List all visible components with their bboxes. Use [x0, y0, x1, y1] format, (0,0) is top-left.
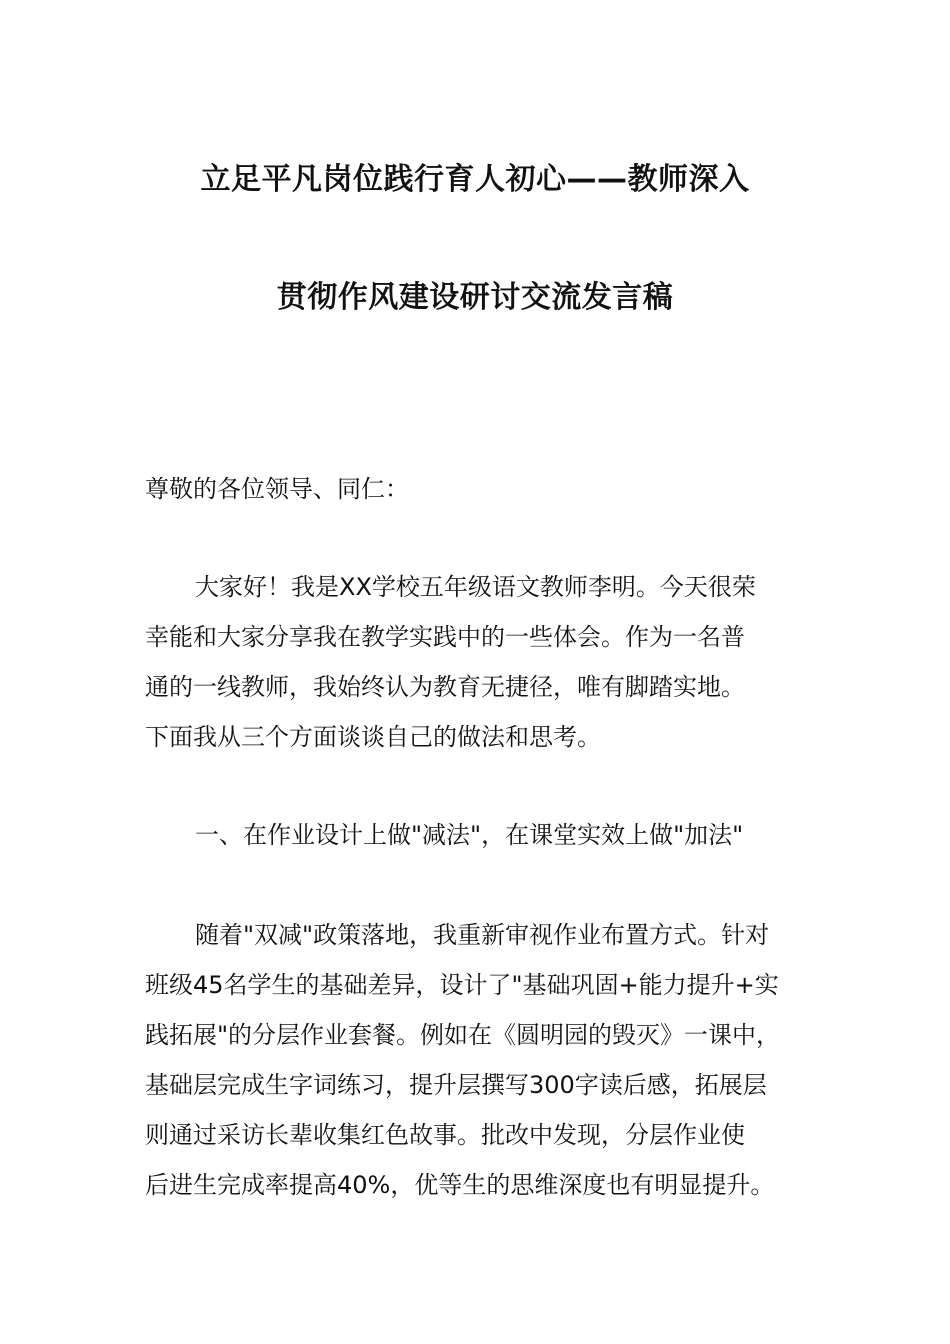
salutation: [145, 464, 810, 514]
paragraph-line: 大家好！我是XX学校五年级语文教师李明。今天很荣: [195, 573, 756, 601]
paragraph-line: 班级45名学生的基础差异，设计了"基础巩固+能力提升+实: [145, 971, 779, 999]
paragraph-line: 通的一线教师，我始终认为教育无捷径，唯有脚踏实地。: [145, 673, 745, 701]
paragraph-line: 幸能和大家分享我在教学实践中的一些体会。作为一名普: [145, 623, 745, 651]
paragraph-homework-design: [145, 910, 810, 1210]
section-heading-text: 一、在作业设计上做"减法"，在课堂实效上做"加法": [195, 821, 744, 849]
paragraph-line: 随着"双减"政策落地，我重新审视作业布置方式。针对: [195, 921, 770, 949]
paragraph-line: 下面我从三个方面谈谈自己的做法和思考。: [145, 723, 601, 751]
paragraph-line: 则通过采访长辈收集红色故事。批改中发现，分层作业使: [145, 1121, 745, 1149]
document-title-line-2: 贯彻作风建设研讨交流发言稿: [276, 280, 674, 315]
document-title-line-1: 立足平凡岗位践行育人初心——教师深入: [200, 162, 750, 197]
paragraph-line: 践拓展"的分层作业套餐。例如在《圆明园的毁灭》一课中，: [145, 1021, 781, 1049]
paragraph-line: 基础层完成生字词练习，提升层撰写300字读后感，拓展层: [145, 1071, 767, 1099]
salutation-text: 尊敬的各位领导、同仁：: [145, 475, 409, 503]
paragraph-line: 后进生完成率提高40%，优等生的思维深度也有明显提升。: [145, 1171, 775, 1199]
paragraph-introduction: [145, 562, 810, 762]
section-heading-1: [145, 810, 810, 860]
